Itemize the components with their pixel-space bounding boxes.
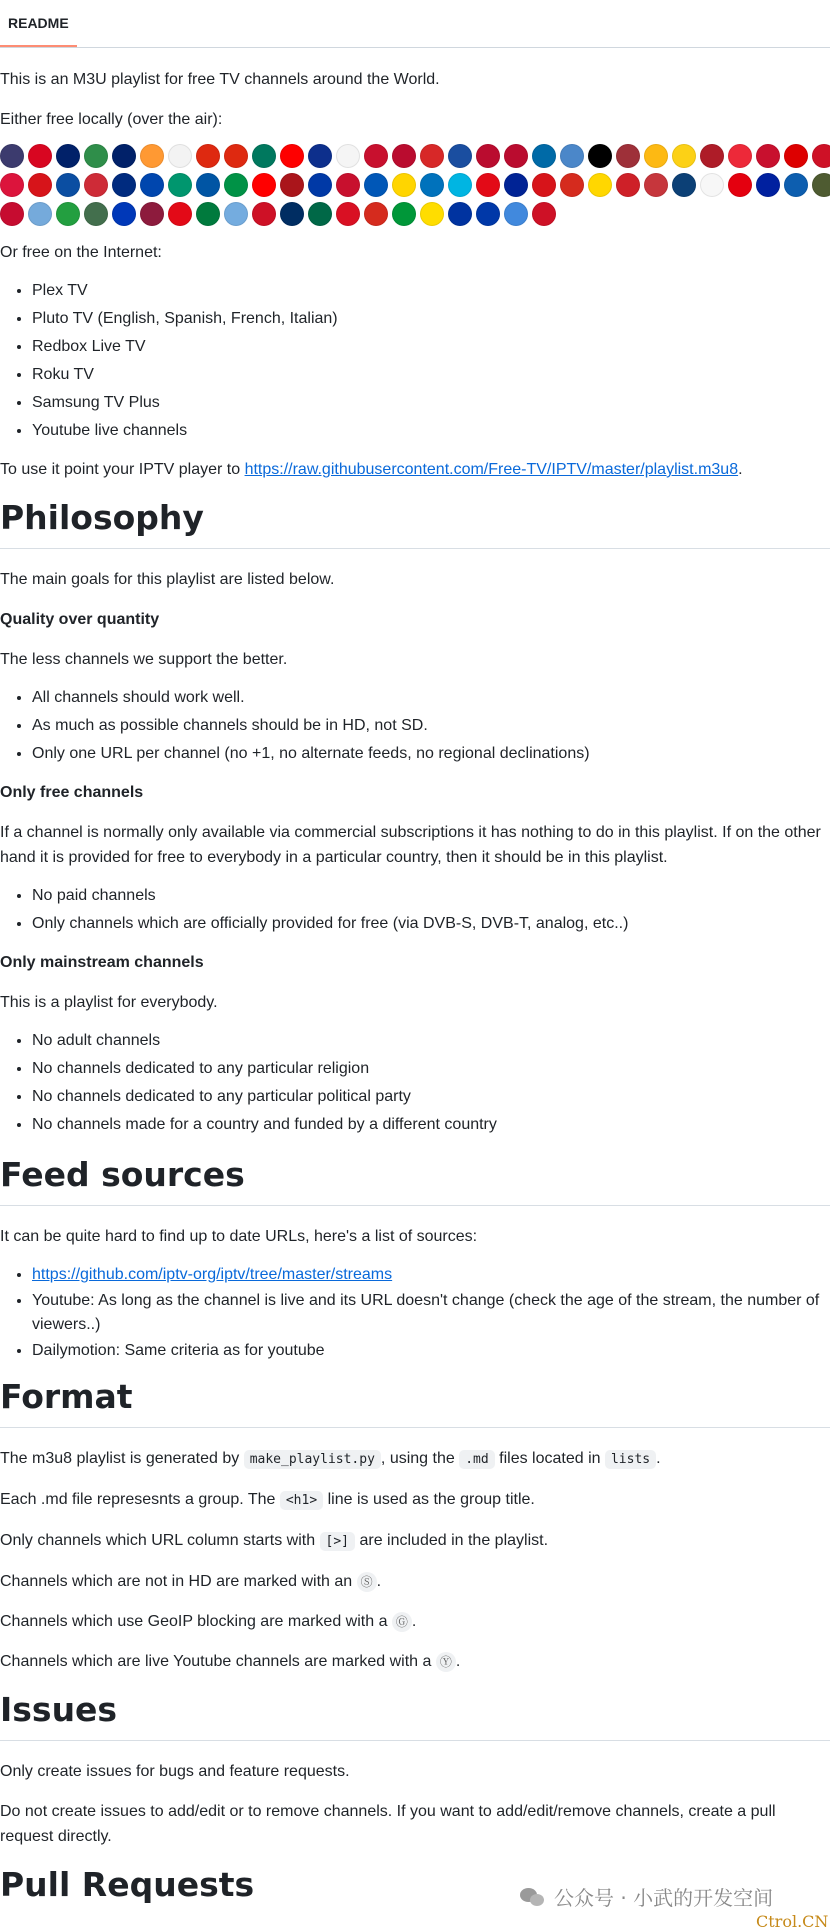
feed-heading: Feed sources (0, 1153, 830, 1206)
country-flag-icon (56, 202, 80, 226)
country-flag-icon (476, 144, 500, 168)
format-line (0, 1569, 830, 1594)
list-item: • No channels dedicated to any particular political party (32, 1083, 830, 1111)
country-flag-icon (84, 202, 108, 226)
readme-content (0, 47, 830, 1915)
country-flag-icon (672, 173, 696, 197)
text: files located in (494, 1450, 605, 1467)
country-flag-icon (336, 144, 360, 168)
country-flag-icon (56, 144, 80, 168)
country-flag-icon (168, 202, 192, 226)
country-flag-icon (728, 173, 752, 197)
list-item: • Youtube live channels (32, 417, 830, 445)
country-flag-icon (84, 144, 108, 168)
code: .md (459, 1450, 494, 1469)
format-line (0, 1446, 830, 1472)
flag-grid (0, 144, 830, 226)
country-flag-icon (420, 173, 444, 197)
format-heading: Format (0, 1375, 830, 1428)
quality-heading: Quality over quantity (0, 611, 160, 628)
country-flag-icon (280, 202, 304, 226)
country-flag-icon (252, 202, 276, 226)
list-item: • No channels made for a country and funded by a different country (32, 1111, 830, 1139)
country-flag-icon (644, 173, 668, 197)
list-item: • Roku TV (32, 361, 830, 389)
country-flag-icon (504, 144, 528, 168)
country-flag-icon (140, 173, 164, 197)
list-item (32, 1261, 830, 1289)
country-flag-icon (196, 144, 220, 168)
country-flag-icon (224, 202, 248, 226)
country-flag-icon (336, 173, 360, 197)
list-item: • Youtube: As long as the channel is live and its URL doesn't change (check the age of the stream, the number of viewers..) (32, 1289, 830, 1337)
quality-list (0, 684, 830, 768)
philosophy-lead: The main goals for this playlist are listed below. (0, 571, 335, 588)
country-flag-icon (196, 202, 220, 226)
text: line is used as the group title. (323, 1491, 535, 1508)
country-flag-icon (448, 202, 472, 226)
country-flag-icon (252, 173, 276, 197)
country-flag-icon (588, 144, 612, 168)
country-flag-icon (140, 202, 164, 226)
country-flag-icon (392, 144, 416, 168)
country-flag-icon (28, 144, 52, 168)
issues-p1: Only create issues for bugs and feature requests. (0, 1763, 350, 1780)
mainstream-heading: Only mainstream channels (0, 954, 204, 971)
internet-list (0, 277, 830, 445)
country-flag-icon (476, 202, 500, 226)
country-flag-icon (616, 173, 640, 197)
country-flag-icon (756, 173, 780, 197)
country-flag-icon (168, 144, 192, 168)
country-flag-icon (672, 144, 696, 168)
country-flag-icon (364, 144, 388, 168)
country-flag-icon (364, 173, 388, 197)
format-line (0, 1528, 830, 1554)
country-flag-icon (84, 173, 108, 197)
country-flag-icon (308, 202, 332, 226)
code: <h1> (280, 1491, 323, 1510)
text: Channels which are live Youtube channels are marked with a (0, 1653, 436, 1670)
text: . (455, 1653, 461, 1670)
list-item: • Dailymotion: Same criteria as for youtube (32, 1337, 830, 1365)
country-flag-icon (196, 173, 220, 197)
intro-line: This is an M3U playlist for free TV channels around the World. (0, 71, 440, 88)
country-flag-icon (112, 202, 136, 226)
country-flag-icon (308, 144, 332, 168)
flag-row (0, 144, 830, 168)
usage-line (0, 457, 830, 482)
country-flag-icon (308, 173, 332, 197)
country-flag-icon (784, 173, 808, 197)
text: Channels which use GeoIP blocking are marked with a (0, 1613, 392, 1630)
country-flag-icon (448, 144, 472, 168)
country-flag-icon (756, 144, 780, 168)
country-flag-icon (28, 173, 52, 197)
mainstream-text: This is a playlist for everybody. (0, 994, 218, 1011)
list-item: • Plex TV (32, 277, 830, 305)
watermark-text: 公众号 · 小武的开发空间 (554, 1886, 774, 1910)
country-flag-icon (784, 144, 808, 168)
country-flag-icon (224, 144, 248, 168)
tab-readme[interactable]: README (0, 0, 77, 47)
list-item: • No channels dedicated to any particular religion (32, 1055, 830, 1083)
list-item: • As much as possible channels should be in HD, not SD. (32, 712, 830, 740)
text: are included in the playlist. (355, 1532, 549, 1549)
country-flag-icon (532, 173, 556, 197)
country-flag-icon (504, 173, 528, 197)
usage-suffix: . (738, 461, 743, 478)
country-flag-icon (56, 173, 80, 197)
country-flag-icon (392, 173, 416, 197)
format-line (0, 1487, 830, 1513)
country-flag-icon (560, 173, 584, 197)
flag-row (0, 202, 830, 226)
country-flag-icon (532, 144, 556, 168)
text: Only channels which URL column starts with (0, 1532, 320, 1549)
tab-bar (0, 0, 830, 48)
country-flag-icon (392, 202, 416, 226)
free-heading: Only free channels (0, 784, 144, 801)
country-flag-icon (168, 173, 192, 197)
country-flag-icon (560, 144, 584, 168)
country-flag-icon (476, 173, 500, 197)
country-flag-icon (112, 144, 136, 168)
country-flag-icon (252, 144, 276, 168)
philosophy-heading: Philosophy (0, 496, 830, 549)
free-text: If a channel is normally only available via commercial subscriptions it has nothing to do in this playlist. If on the other hand it is provided for free to everybody in a particular country, then it should be in this playlist. (0, 824, 821, 866)
list-item: • Redbox Live TV (32, 333, 830, 361)
country-flag-icon (728, 144, 752, 168)
country-flag-icon (504, 202, 528, 226)
format-line (0, 1609, 830, 1634)
list-item: • Pluto TV (English, Spanish, French, Italian) (32, 305, 830, 333)
list-item: • Only channels which are officially provided for free (via DVB-S, DVB-T, analog, etc..) (32, 910, 830, 938)
free-list (0, 882, 830, 938)
intro-internet-heading: Or free on the Internet: (0, 244, 162, 261)
watermark (520, 1882, 773, 1911)
list-item: • Only one URL per channel (no +1, no alternate feeds, no regional declinations) (32, 740, 830, 768)
country-flag-icon (280, 144, 304, 168)
text: The m3u8 playlist is generated by (0, 1450, 244, 1467)
issues-heading: Issues (0, 1688, 830, 1741)
text: . (376, 1573, 382, 1590)
country-flag-icon (224, 173, 248, 197)
flag-row (0, 173, 830, 197)
country-flag-icon (532, 202, 556, 226)
usage-prefix: To use it point your IPTV player to (0, 461, 245, 478)
country-flag-icon (644, 144, 668, 168)
text: , using the (380, 1450, 460, 1467)
country-flag-icon (112, 173, 136, 197)
text: . (411, 1613, 417, 1630)
y-symbol-icon: Ⓨ (436, 1652, 456, 1672)
feed-list (0, 1261, 830, 1365)
country-flag-icon (0, 144, 24, 168)
country-flag-icon (364, 202, 388, 226)
wechat-icon (520, 1886, 546, 1908)
s-symbol-icon: Ⓢ (357, 1572, 377, 1592)
issues-p2: Do not create issues to add/edit or to remove channels. If you want to add/edit/remove channels, create a pull request directly. (0, 1803, 776, 1845)
country-flag-icon (140, 144, 164, 168)
country-flag-icon (0, 202, 24, 226)
text: Channels which are not in HD are marked with an (0, 1573, 357, 1590)
feed-lead: It can be quite hard to find up to date URLs, here's a list of sources: (0, 1228, 478, 1245)
pull-heading: Pull Requests (0, 1865, 255, 1904)
country-flag-icon (812, 144, 830, 168)
intro-local-heading: Either free locally (over the air): (0, 111, 223, 128)
list-item: • No adult channels (32, 1027, 830, 1055)
country-flag-icon (28, 202, 52, 226)
country-flag-icon (420, 202, 444, 226)
mainstream-list (0, 1027, 830, 1139)
format-line (0, 1649, 830, 1674)
country-flag-icon (700, 144, 724, 168)
list-item: • Samsung TV Plus (32, 389, 830, 417)
country-flag-icon (0, 173, 24, 197)
country-flag-icon (812, 173, 830, 197)
country-flag-icon (700, 173, 724, 197)
site-watermark: Ctrol.CN (756, 1912, 829, 1931)
quality-text: The less channels we support the better. (0, 651, 288, 668)
list-item: • No paid channels (32, 882, 830, 910)
code: lists (605, 1450, 656, 1469)
country-flag-icon (336, 202, 360, 226)
list-item: • All channels should work well. (32, 684, 830, 712)
country-flag-icon (420, 144, 444, 168)
country-flag-icon (280, 173, 304, 197)
country-flag-icon (588, 173, 612, 197)
text: Each .md file represesnts a group. The (0, 1491, 280, 1508)
country-flag-icon (448, 173, 472, 197)
code: [>] (320, 1532, 355, 1551)
iptv-org-link[interactable]: https://github.com/iptv-org/iptv/tree/master/streams (32, 1266, 393, 1283)
text: . (656, 1450, 661, 1467)
country-flag-icon (616, 144, 640, 168)
code: make_playlist.py (244, 1450, 381, 1469)
g-symbol-icon: Ⓖ (392, 1612, 412, 1632)
playlist-link[interactable]: https://raw.githubusercontent.com/Free-TV/IPTV/master/playlist.m3u8 (244, 461, 739, 478)
